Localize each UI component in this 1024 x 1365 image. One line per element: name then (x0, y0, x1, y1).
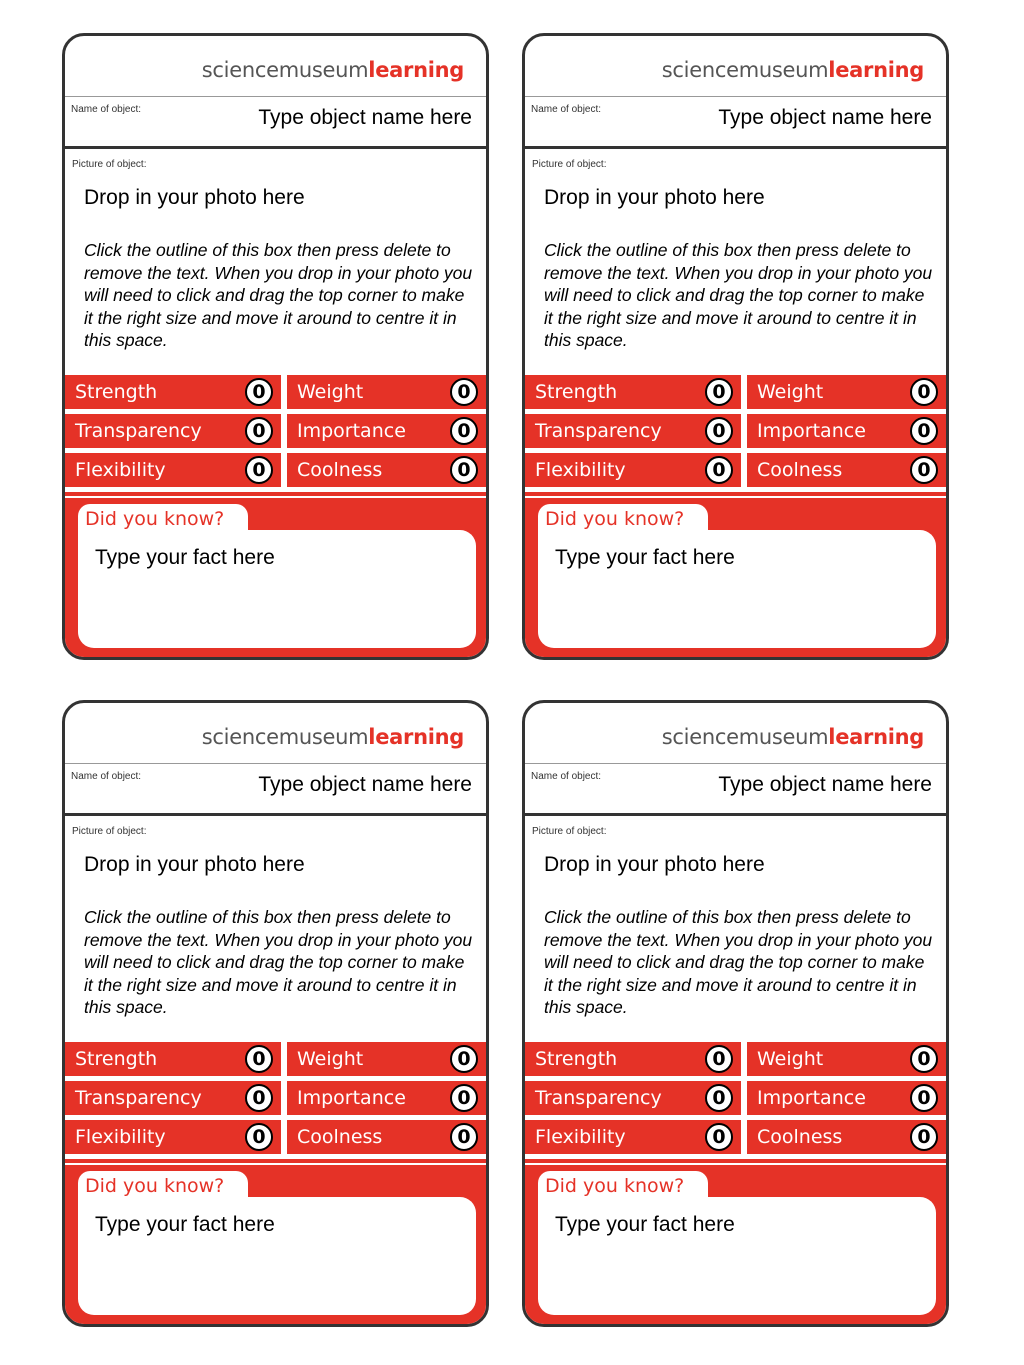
stat-coolness: Coolness 0 (287, 453, 486, 487)
divider (525, 146, 946, 149)
stats-panel (525, 375, 946, 496)
stat-value-badge[interactable]: 0 (910, 378, 938, 406)
stat-flexibility: Flexibility 0 (525, 1120, 741, 1154)
fact-box (538, 530, 936, 648)
stat-value-badge[interactable]: 0 (450, 1084, 478, 1112)
stat-value-badge[interactable]: 0 (245, 456, 273, 484)
photo-instructions[interactable]: Click the outline of this box then press delete to remove the text. When you drop in your photo you will need to click and drag the top corner to make it the right size and move it around to centre it in this space. (544, 907, 933, 1017)
divider (65, 813, 486, 816)
stat-weight: Weight 0 (747, 375, 946, 409)
divider (65, 763, 486, 764)
did-you-know-title: Did you know? (85, 1175, 225, 1197)
did-you-know-title: Did you know? (545, 508, 685, 530)
stat-value-badge[interactable]: 0 (450, 1123, 478, 1151)
stat-value-badge[interactable]: 0 (910, 417, 938, 445)
photo-drop-placeholder[interactable]: Drop in your photo here (84, 186, 305, 209)
object-name-field[interactable]: Type object name here (718, 106, 932, 129)
stat-importance: Importance 0 (287, 414, 486, 448)
stat-weight: Weight 0 (747, 1042, 946, 1076)
stat-value-badge[interactable]: 0 (245, 1084, 273, 1112)
stat-transparency: Transparency 0 (525, 1081, 741, 1115)
stats-panel (65, 375, 486, 496)
fact-field[interactable]: Type your fact here (555, 546, 735, 569)
stat-value-badge[interactable]: 0 (705, 378, 733, 406)
stat-strength: Strength 0 (65, 375, 281, 409)
name-of-object-label: Name of object: (71, 104, 142, 115)
brand-logo: sciencemuseumlearning (201, 58, 464, 82)
stats-panel (525, 1042, 946, 1163)
photo-instructions[interactable]: Click the outline of this box then press delete to remove the text. When you drop in your photo you will need to click and drag the top corner to make it the right size and move it around to centre it in this space. (544, 240, 933, 350)
name-of-object-label: Name of object: (531, 104, 602, 115)
photo-drop-placeholder[interactable]: Drop in your photo here (544, 186, 765, 209)
photo-drop-placeholder[interactable]: Drop in your photo here (84, 853, 305, 876)
divider (65, 96, 486, 97)
fact-box (78, 530, 476, 648)
stat-transparency: Transparency 0 (65, 1081, 281, 1115)
stat-value-badge[interactable]: 0 (910, 456, 938, 484)
brand-logo: sciencemuseumlearning (661, 725, 924, 749)
picture-of-object-label: Picture of object: (72, 159, 147, 170)
photo-instructions[interactable]: Click the outline of this box then press delete to remove the text. When you drop in your photo you will need to click and drag the top corner to make it the right size and move it around to centre it in this space. (84, 907, 473, 1017)
stat-flexibility: Flexibility 0 (65, 1120, 281, 1154)
brand-logo: sciencemuseumlearning (661, 58, 924, 82)
stat-strength: Strength 0 (525, 375, 741, 409)
divider (525, 813, 946, 816)
stat-strength: Strength 0 (525, 1042, 741, 1076)
stat-weight: Weight 0 (287, 375, 486, 409)
stat-value-badge[interactable]: 0 (450, 1045, 478, 1073)
stat-value-badge[interactable]: 0 (245, 1123, 273, 1151)
stat-value-badge[interactable]: 0 (450, 378, 478, 406)
stat-value-badge[interactable]: 0 (910, 1084, 938, 1112)
picture-of-object-label: Picture of object: (532, 159, 607, 170)
stat-strength: Strength 0 (65, 1042, 281, 1076)
stat-coolness: Coolness 0 (287, 1120, 486, 1154)
divider (525, 763, 946, 764)
stat-flexibility: Flexibility 0 (525, 453, 741, 487)
picture-of-object-label: Picture of object: (72, 826, 147, 837)
stat-importance: Importance 0 (747, 1081, 946, 1115)
stat-coolness: Coolness 0 (747, 453, 946, 487)
fact-box (78, 1197, 476, 1315)
stat-value-badge[interactable]: 0 (705, 1045, 733, 1073)
stat-coolness: Coolness 0 (747, 1120, 946, 1154)
did-you-know-panel (525, 498, 946, 657)
stats-panel (65, 1042, 486, 1163)
stat-importance: Importance 0 (747, 414, 946, 448)
name-of-object-label: Name of object: (531, 771, 602, 782)
name-of-object-label: Name of object: (71, 771, 142, 782)
top-trumps-card-4 (522, 700, 949, 1327)
stat-value-badge[interactable]: 0 (245, 378, 273, 406)
stat-transparency: Transparency 0 (525, 414, 741, 448)
divider (65, 146, 486, 149)
photo-instructions[interactable]: Click the outline of this box then press delete to remove the text. When you drop in your photo you will need to click and drag the top corner to make it the right size and move it around to centre it in this space. (84, 240, 473, 350)
stat-value-badge[interactable]: 0 (705, 456, 733, 484)
photo-drop-placeholder[interactable]: Drop in your photo here (544, 853, 765, 876)
fact-box (538, 1197, 936, 1315)
top-trumps-card-1 (62, 33, 489, 660)
stat-value-badge[interactable]: 0 (705, 1084, 733, 1112)
stat-value-badge[interactable]: 0 (705, 1123, 733, 1151)
did-you-know-title: Did you know? (545, 1175, 685, 1197)
top-trumps-card-3 (62, 700, 489, 1327)
object-name-field[interactable]: Type object name here (718, 773, 932, 796)
object-name-field[interactable]: Type object name here (258, 106, 472, 129)
fact-field[interactable]: Type your fact here (95, 1213, 275, 1236)
fact-field[interactable]: Type your fact here (555, 1213, 735, 1236)
object-name-field[interactable]: Type object name here (258, 773, 472, 796)
divider (525, 96, 946, 97)
stat-value-badge[interactable]: 0 (450, 456, 478, 484)
stat-value-badge[interactable]: 0 (450, 417, 478, 445)
stat-value-badge[interactable]: 0 (910, 1123, 938, 1151)
brand-logo: sciencemuseumlearning (201, 725, 464, 749)
did-you-know-title: Did you know? (85, 508, 225, 530)
stat-value-badge[interactable]: 0 (705, 417, 733, 445)
stat-weight: Weight 0 (287, 1042, 486, 1076)
stat-value-badge[interactable]: 0 (245, 417, 273, 445)
stat-transparency: Transparency 0 (65, 414, 281, 448)
fact-field[interactable]: Type your fact here (95, 546, 275, 569)
stat-importance: Importance 0 (287, 1081, 486, 1115)
did-you-know-panel (65, 1165, 486, 1324)
stat-value-badge[interactable]: 0 (910, 1045, 938, 1073)
did-you-know-panel (525, 1165, 946, 1324)
did-you-know-panel (65, 498, 486, 657)
stat-flexibility: Flexibility 0 (65, 453, 281, 487)
picture-of-object-label: Picture of object: (532, 826, 607, 837)
stat-value-badge[interactable]: 0 (245, 1045, 273, 1073)
top-trumps-card-2 (522, 33, 949, 660)
